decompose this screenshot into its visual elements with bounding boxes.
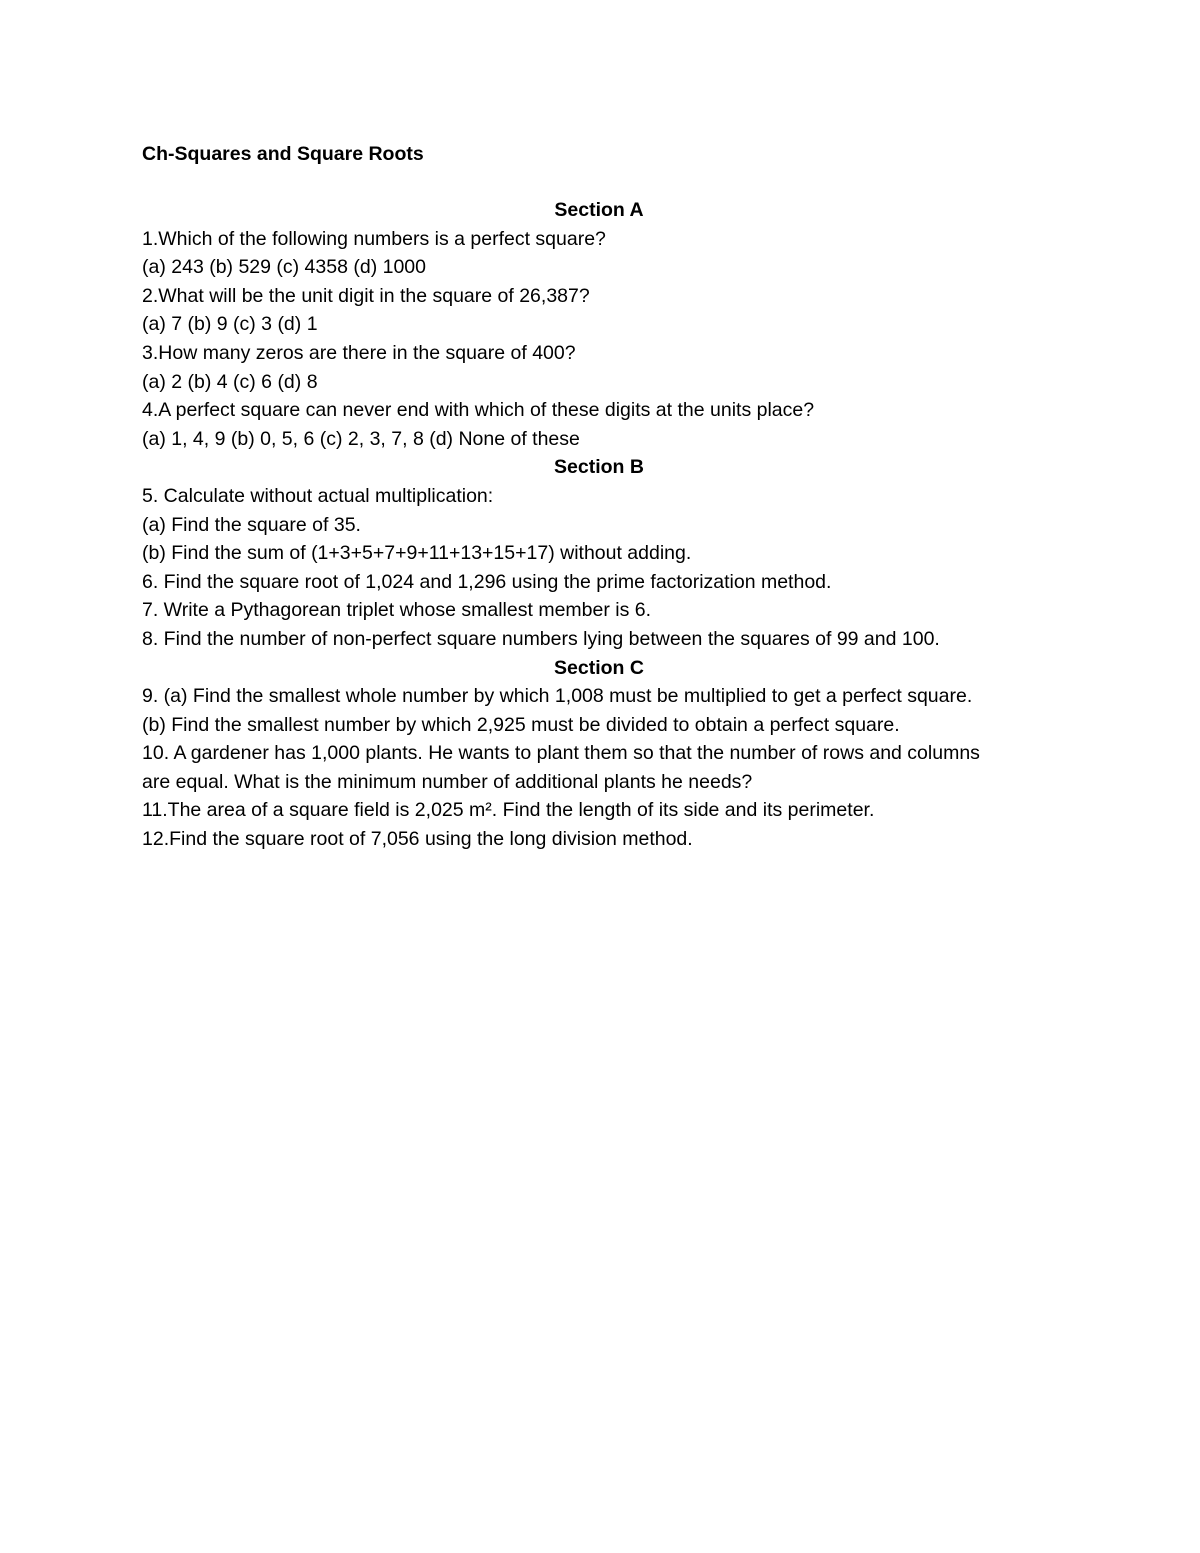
question-10: 10. A gardener has 1,000 plants. He wants to plant them so that the number of rows and columns are equal. What is the minimum number of additional plants he needs? [142, 742, 980, 793]
section-a-heading: Section A [554, 199, 644, 221]
question-12: 12.Find the square root of 7,056 using the long division method. [142, 828, 693, 851]
document-title: Ch-Squares and Square Roots [142, 143, 424, 165]
question-2-options: (a) 7 (b) 9 (c) 3 (d) 1 [142, 313, 318, 336]
question-6: 6. Find the square root of 1,024 and 1,296 using the prime factorization method. [142, 570, 832, 593]
question-3-options: (a) 2 (b) 4 (c) 6 (d) 8 [142, 370, 318, 393]
question-5a: (a) Find the square of 35. [142, 513, 361, 536]
question-1: 1.Which of the following numbers is a perfect square? [142, 227, 606, 250]
question-9a: 9. (a) Find the smallest whole number by which 1,008 must be multiplied to get a perfect square. [142, 685, 973, 708]
question-7: 7. Write a Pythagorean triplet whose smallest member is 6. [142, 599, 652, 622]
question-3: 3.How many zeros are there in the square of 400? [142, 341, 576, 364]
section-b-heading: Section B [554, 456, 644, 479]
question-4: 4.A perfect square can never end with which of these digits at the units place? [142, 399, 815, 422]
question-5: 5. Calculate without actual multiplication: [142, 484, 494, 507]
document-body [142, 140, 1042, 854]
section-c-heading: Section C [554, 656, 644, 679]
question-9b: (b) Find the smallest number by which 2,925 must be divided to obtain a perfect square. [142, 713, 900, 736]
question-11: 11.The area of a square field is 2,025 m². Find the length of its side and its perimeter. [142, 799, 875, 822]
question-8: 8. Find the number of non-perfect square numbers lying between the squares of 99 and 100. [142, 627, 940, 650]
question-4-options: (a) 1, 4, 9 (b) 0, 5, 6 (c) 2, 3, 7, 8 (d) None of these [142, 427, 580, 450]
question-2: 2.What will be the unit digit in the square of 26,387? [142, 284, 590, 307]
question-1-options: (a) 243 (b) 529 (c) 4358 (d) 1000 [142, 256, 426, 279]
question-5b: (b) Find the sum of (1+3+5+7+9+11+13+15+17) without adding. [142, 542, 692, 565]
